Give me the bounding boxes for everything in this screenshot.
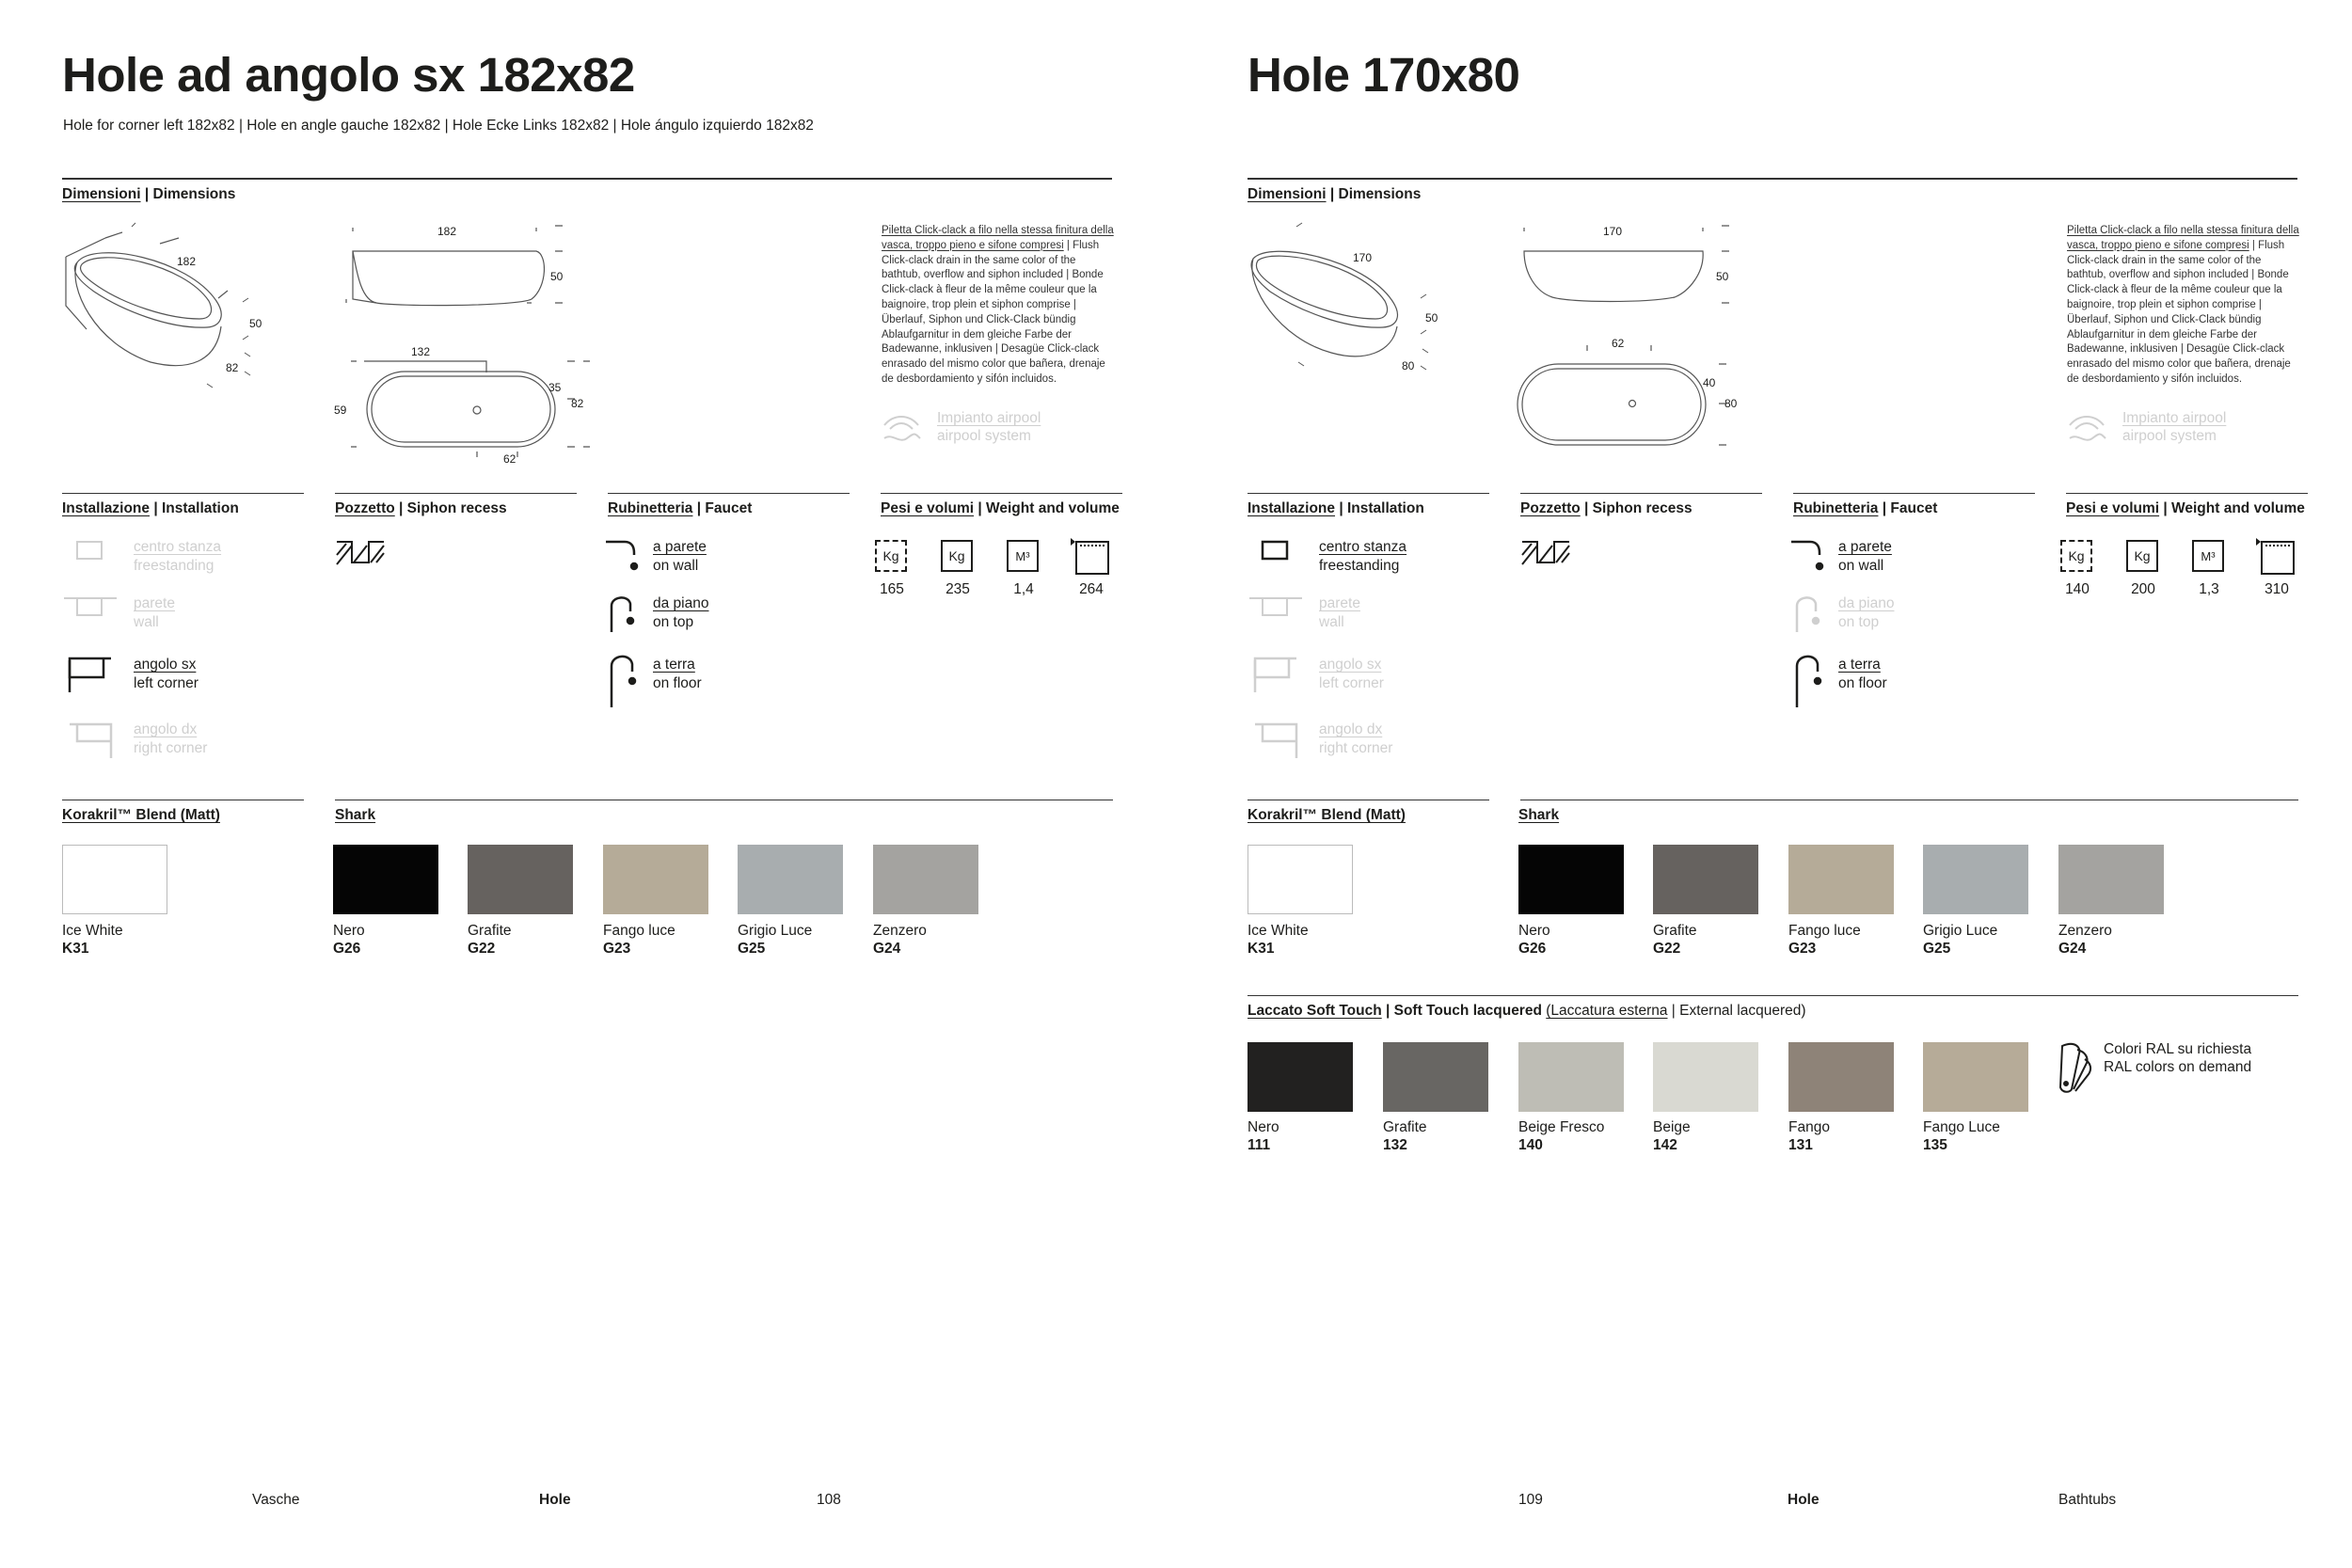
color-fan-icon [2057,1040,2094,1095]
water-capacity-icon [2256,536,2299,576]
dim-top-h2: 80 [1724,397,1738,410]
color-swatch [333,845,438,914]
deck-faucet-icon [604,591,642,636]
color-swatch [1653,845,1758,914]
section-header-siphon: Pozzetto | Siphon recess [1520,500,1692,516]
divider [1520,493,1762,494]
dim-width: 80 [1402,359,1415,372]
capacity-value: 264 [1079,581,1104,597]
dim-side-height: 50 [550,270,564,283]
dim-top-inner: 132 [411,345,431,358]
swatch-label: Beige 142 [1653,1119,1691,1153]
swatch-label: Ice White K31 [1248,923,1309,957]
divider [335,493,577,494]
wall-faucet-icon [604,534,642,572]
swatch-label: Grigio Luce G25 [1923,923,1998,957]
drain-note: Piletta Click-clack a filo nella stessa finitura della vasca, troppo pieno e sifone compresi | Flush Click-clack drain in the same color of the bathtub, overflow and siphon included | Bonde Click-clack à fleur de la même couleur que la baignoire, trop plein et siphon comprise | Überlauf, Siphon und Click-Clack bündig Ablaufgarnitur in dem gleiche Farbe der Badewanne, inklusiven | Desagüe Click-clack enrasado del mismo color que bañera, drenaje de desbordamiento y sifón incluidos. [2067,225,2299,385]
capacity-value: 310 [2265,581,2289,597]
floor-faucet-icon [604,651,642,709]
color-swatch [62,845,167,914]
color-swatch [603,845,708,914]
install-option-left-corner: angolo sx left corner [1319,657,1384,691]
color-swatch [468,845,573,914]
divider [608,493,850,494]
dim-top-h1: 40 [1703,376,1716,389]
dim-side-height: 50 [1716,270,1729,283]
right-corner-icon [66,721,115,762]
section-header-siphon: Pozzetto | Siphon recess [335,500,507,516]
weight-net-value: 165 [880,581,904,597]
swatch-label: Nero G26 [333,923,365,957]
install-option-right-corner: angolo dx right corner [134,721,208,756]
section-header-installation: Installazione | Installation [62,500,239,516]
swatch-label: Zenzero G24 [873,923,927,957]
volume-value: 1,3 [2199,581,2219,597]
finish-header-korakril: Korakril™ Blend (Matt) [62,807,220,823]
floor-faucet-icon [1789,651,1827,709]
bathtub-iso-drawing [1242,221,1449,386]
ral-note: Colori RAL su richiesta RAL colors on demand [2104,1041,2252,1075]
dim-side-length: 182 [437,225,457,238]
water-capacity-icon [1071,536,1114,576]
wall-faucet-icon [1789,534,1827,572]
dim-height: 50 [249,317,262,330]
bathtub-top-drawing [1510,334,1755,456]
color-swatch [1518,1042,1624,1112]
section-header-weight: Pesi e volumi | Weight and volume [881,500,1120,516]
footer-section: Bathtubs [2058,1492,2117,1508]
section-header-dimensions: Dimensioni | Dimensions [1248,186,1422,202]
divider [1793,493,2035,494]
install-option-wall: parete wall [134,595,175,630]
install-option-freestanding: centro stanza freestanding [1319,539,1407,574]
weight-icon-net: Kg [2058,538,2096,574]
color-swatch [1923,845,2028,914]
left-corner-icon [1251,655,1300,696]
swatch-label: Fango luce G23 [603,923,675,957]
dim-width: 82 [226,361,239,374]
dim-top-h2: 82 [571,397,584,410]
dim-top-h1: 35 [548,381,562,394]
dim-top-drain: 62 [503,452,516,466]
swatch-label: Zenzero G24 [2058,923,2112,957]
color-swatch [873,845,978,914]
dim-length: 182 [177,255,197,268]
siphon-recess-icon [335,538,388,566]
drain-note: Piletta Click-clack a filo nella stessa finitura della vasca, troppo pieno e sifone compresi | Flush Click-clack drain in the same color of the bathtub, overflow and siphon included | Bonde Click-clack à fleur de la même couleur que la baignoire, trop plein et siphon comprise | Überlauf, Siphon und Click-Clack bündig Ablaufgarnitur in dem gleiche Farbe der Badewanne, inklusiven | Desagüe Click-clack enrasado del mismo color que bañera, drenaje de desbordamiento y sifón incluidos. [882,225,1114,385]
color-swatch [2058,845,2164,914]
swatch-label: Fango luce G23 [1788,923,1861,957]
airpool-label: Impianto airpool airpool system [937,410,1041,444]
swatch-label: Fango 131 [1788,1119,1830,1153]
page-number: 109 [1518,1492,1543,1508]
section-header-faucet: Rubinetteria | Faucet [608,500,753,516]
faucet-option-wall: a parete on wall [653,539,707,574]
color-swatch [738,845,843,914]
freestanding-icon [66,538,115,566]
finish-header-korakril: Korakril™ Blend (Matt) [1248,807,1406,823]
dim-top-width: 59 [334,404,347,417]
color-swatch [1248,1042,1353,1112]
color-swatch [1923,1042,2028,1112]
left-corner-icon [66,655,115,696]
swatch-label: Nero G26 [1518,923,1550,957]
freestanding-icon [1251,538,1300,566]
airpool-label: Impianto airpool airpool system [2122,410,2227,444]
dim-side-length: 170 [1603,225,1623,238]
weight-icon-gross: Kg [939,538,977,574]
weight-icon-gross: Kg [2124,538,2162,574]
swatch-label: Beige Fresco 140 [1518,1119,1605,1153]
finish-header-shark: Shark [1518,807,1560,823]
faucet-option-top: da piano on top [1838,595,1895,630]
color-swatch [1383,1042,1488,1112]
finish-header-shark: Shark [335,807,376,823]
swatch-label: Nero 111 [1248,1119,1279,1153]
section-header-faucet: Rubinetteria | Faucet [1793,500,1938,516]
faucet-option-floor: a terra on floor [653,657,702,691]
siphon-recess-icon [1520,538,1573,566]
color-swatch [1788,845,1894,914]
volume-value: 1,4 [1013,581,1034,597]
swatch-label: Grafite G22 [468,923,512,957]
bathtub-side-drawing [1515,216,1759,315]
wall-icon [1248,594,1306,625]
section-header-dimensions: Dimensioni | Dimensions [62,186,236,202]
right-corner-icon [1251,721,1300,762]
finish-header-laccato: Laccato Soft Touch | Soft Touch lacquered (Laccatura esterna | External lacquered) [1248,1003,1806,1019]
footer-section: Vasche [252,1492,300,1508]
page-title: Hole 170x80 [1248,48,1520,102]
section-header-installation: Installazione | Installation [1248,500,1424,516]
divider [881,493,1122,494]
color-swatch [1248,845,1353,914]
dim-top-inner: 62 [1612,337,1625,350]
divider [1248,995,2298,996]
swatch-label: Grigio Luce G25 [738,923,813,957]
page-subtitle: Hole for corner left 182x82 | Hole en angle gauche 182x82 | Hole Ecke Links 182x82 | Hole ángulo izquierdo 182x82 [63,118,814,134]
color-swatch [1653,1042,1758,1112]
faucet-option-top: da piano on top [653,595,709,630]
install-option-left-corner: angolo sx left corner [134,657,199,691]
page-number: 108 [817,1492,841,1508]
airpool-icon [881,408,922,448]
divider [62,493,304,494]
page-title: Hole ad angolo sx 182x82 [62,48,635,102]
weight-icon-net: Kg [873,538,911,574]
weight-gross-value: 200 [2131,581,2155,597]
color-swatch [1788,1042,1894,1112]
volume-icon: M³ [2190,538,2228,574]
divider [2066,493,2308,494]
divider [1248,178,2297,180]
divider [1248,493,1489,494]
dim-height: 50 [1425,311,1438,325]
weight-gross-value: 235 [946,581,970,597]
install-option-right-corner: angolo dx right corner [1319,721,1393,756]
install-option-freestanding: centro stanza freestanding [134,539,222,574]
section-header-weight: Pesi e volumi | Weight and volume [2066,500,2305,516]
faucet-option-wall: a parete on wall [1838,539,1892,574]
wall-icon [62,594,120,625]
swatch-label: Grafite G22 [1653,923,1697,957]
faucet-option-floor: a terra on floor [1838,657,1887,691]
airpool-icon [2066,408,2107,448]
weight-net-value: 140 [2065,581,2090,597]
color-swatch [1518,845,1624,914]
deck-faucet-icon [1789,591,1827,636]
bathtub-side-drawing [339,216,583,315]
swatch-label: Ice White K31 [62,923,123,957]
bathtub-top-drawing [334,339,597,470]
volume-icon: M³ [1005,538,1042,574]
divider [62,178,1112,180]
footer-product: Hole [1788,1492,1820,1508]
install-option-wall: parete wall [1319,595,1360,630]
footer-product: Hole [539,1492,571,1508]
swatch-label: Fango Luce 135 [1923,1119,2000,1153]
bathtub-iso-drawing [56,221,263,395]
swatch-label: Grafite 132 [1383,1119,1427,1153]
dim-length: 170 [1353,251,1373,264]
